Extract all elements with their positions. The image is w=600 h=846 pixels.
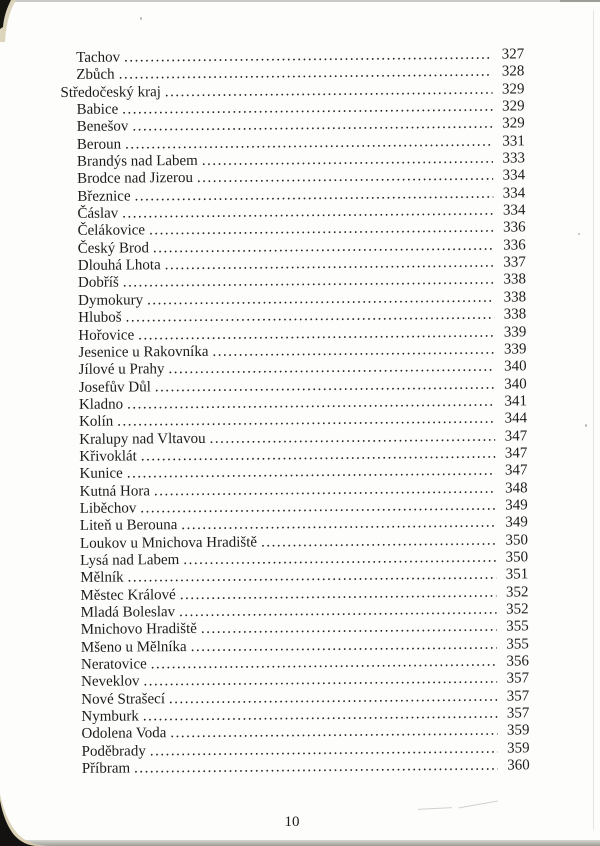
toc-entry-label: Příbram bbox=[81, 760, 131, 777]
toc-entry-label: Nové Strašecí bbox=[81, 690, 166, 708]
toc-entry-label: Benešov bbox=[76, 118, 129, 136]
toc-entry-label: Liběchov bbox=[79, 500, 137, 517]
toc-entry-page-number: 351 bbox=[505, 566, 529, 583]
toc-entry-label: Lysá nad Labem bbox=[80, 552, 180, 569]
toc-entry-page-number: 350 bbox=[505, 531, 529, 549]
toc-entry-page-number: 352 bbox=[505, 584, 529, 601]
toc-entry-label: Křivoklát bbox=[79, 448, 137, 465]
toc-entry-page-number: 359 bbox=[506, 722, 530, 739]
dot-leader bbox=[210, 428, 496, 448]
toc-entry-page-number: 340 bbox=[504, 375, 527, 393]
dot-leader bbox=[134, 758, 498, 778]
toc-entry-label: Mladá Boleslav bbox=[80, 604, 176, 621]
toc-entry-page-number: 359 bbox=[507, 740, 530, 757]
scan-bottom-edge bbox=[0, 840, 600, 846]
toc-entry-label: Brandýs nad Labem bbox=[76, 152, 198, 170]
scan-speck bbox=[585, 424, 587, 427]
toc-entry-label: Neratovice bbox=[80, 656, 147, 673]
toc-entry-label: Mnichovo Hradiště bbox=[80, 621, 197, 639]
page-footer bbox=[0, 814, 584, 831]
toc-entry-label: Dymokury bbox=[78, 292, 144, 309]
toc-entry-page-number: 328 bbox=[501, 63, 525, 80]
scan-corner-top-left bbox=[0, 0, 22, 42]
toc-entry-label: Dobříš bbox=[77, 275, 119, 292]
toc-entry-label: Středočeský kraj bbox=[60, 83, 161, 101]
toc-entry-page-number: 357 bbox=[506, 670, 530, 687]
toc-entry-label: Mělník bbox=[80, 569, 124, 587]
toc-entry-page-number: 360 bbox=[507, 757, 530, 774]
toc-entry bbox=[66, 757, 530, 778]
page-footer-number: 10 bbox=[284, 814, 300, 830]
dot-leader bbox=[212, 341, 494, 361]
toc-entry-page-number: 347 bbox=[504, 445, 528, 462]
toc-entry-label: Čelákovice bbox=[77, 222, 146, 240]
scan-top-right-edge bbox=[560, 0, 600, 2]
toc-entry-label: Kunice bbox=[79, 465, 123, 483]
toc-entry-label: Kolín bbox=[78, 413, 114, 431]
toc-entry-page-number: 329 bbox=[501, 81, 525, 98]
scan-speck bbox=[140, 17, 142, 20]
toc-entry-label: Babice bbox=[76, 101, 119, 118]
toc-entry-page-number: 344 bbox=[504, 410, 528, 427]
toc-entry-label: Hořovice bbox=[78, 326, 135, 344]
toc-entry-page-number: 339 bbox=[503, 323, 527, 341]
toc-entry-label: Mšeno u Mělníka bbox=[80, 638, 187, 656]
toc-entry-label: Zbůch bbox=[76, 66, 115, 84]
scan-right-crease-line bbox=[593, 10, 594, 830]
toc-entry-page-number: 357 bbox=[506, 688, 530, 705]
toc-entry-label: Neveklov bbox=[81, 673, 140, 691]
toc-entry-page-number: 341 bbox=[504, 393, 527, 410]
toc-entry-page-number: 338 bbox=[503, 306, 527, 323]
toc-entry-label: Kladno bbox=[78, 396, 124, 413]
toc-entry-page-number: 334 bbox=[502, 167, 526, 184]
toc-entry-page-number: 327 bbox=[501, 46, 525, 63]
toc-entry-page-number: 339 bbox=[503, 341, 527, 358]
toc-entry-page-number: 333 bbox=[502, 150, 526, 167]
toc-entry-page-number: 355 bbox=[506, 618, 529, 635]
toc-entry-page-number: 349 bbox=[505, 497, 528, 514]
toc-entry-page-number: 338 bbox=[503, 271, 527, 289]
toc-entry-page-number: 349 bbox=[505, 514, 528, 531]
toc-entry-page-number: 355 bbox=[506, 636, 529, 653]
toc-entry-page-number: 334 bbox=[502, 202, 526, 219]
toc-entry-label: Liteň u Berouna bbox=[79, 517, 178, 535]
toc-entry-label: Jesenice u Rakovníka bbox=[78, 343, 209, 361]
toc-entry-page-number: 356 bbox=[506, 653, 530, 670]
toc-entry-label: Tachov bbox=[76, 49, 121, 66]
toc-entry-page-number: 352 bbox=[505, 601, 529, 618]
toc-entry-page-number: 336 bbox=[502, 219, 526, 236]
toc-entry-page-number: 338 bbox=[503, 289, 527, 306]
toc-entry-page-number: 337 bbox=[503, 254, 526, 271]
scan-smudge bbox=[458, 801, 498, 809]
toc-entry-label: Dlouhá Lhota bbox=[77, 257, 161, 275]
toc-entry-label: Beroun bbox=[76, 136, 122, 153]
toc-entry-label: Březnice bbox=[77, 188, 131, 205]
toc-entry-page-number: 336 bbox=[503, 237, 526, 254]
toc-entry-label: Kutná Hora bbox=[79, 482, 151, 500]
toc-entry-label: Jílové u Prahy bbox=[78, 361, 165, 379]
toc-entry-page-number: 340 bbox=[504, 358, 527, 375]
toc-entry-label: Poděbrady bbox=[81, 743, 146, 760]
toc-entry-page-number: 334 bbox=[502, 185, 526, 202]
toc-entry-label: Brodce nad Jizerou bbox=[77, 170, 194, 188]
scan-corner-bottom-left bbox=[0, 794, 52, 846]
toc-entry-label: Městec Králové bbox=[80, 586, 176, 604]
toc-list bbox=[60, 46, 530, 778]
toc-entry-page-number: 329 bbox=[502, 98, 525, 115]
toc-entry-page-number: 329 bbox=[502, 115, 525, 132]
scan-speck bbox=[578, 233, 580, 235]
dot-leader bbox=[261, 532, 496, 551]
toc-entry-label: Nymburk bbox=[81, 708, 139, 725]
toc-entry-label: Hluboš bbox=[78, 309, 122, 327]
toc-entry-page-number: 350 bbox=[505, 549, 529, 566]
toc-entry-label: Odolena Voda bbox=[81, 725, 167, 743]
toc-entry-page-number: 331 bbox=[502, 133, 525, 150]
toc-entry-label: Loukov u Mnichova Hradiště bbox=[79, 534, 258, 552]
toc-entry-page-number: 347 bbox=[504, 462, 528, 479]
toc-entry-label: Kralupy nad Vltavou bbox=[79, 430, 206, 448]
toc-entry-page-number: 348 bbox=[505, 479, 528, 497]
scan-top-edge bbox=[0, 0, 600, 2]
toc-entry-label: Český Brod bbox=[77, 240, 150, 257]
scan-smudge bbox=[418, 807, 452, 810]
toc-entry-page-number: 347 bbox=[504, 427, 528, 445]
toc-entry-label: Josefův Důl bbox=[78, 378, 151, 396]
toc-entry-label: Čáslav bbox=[77, 205, 119, 222]
toc-entry-page-number: 357 bbox=[506, 705, 530, 722]
